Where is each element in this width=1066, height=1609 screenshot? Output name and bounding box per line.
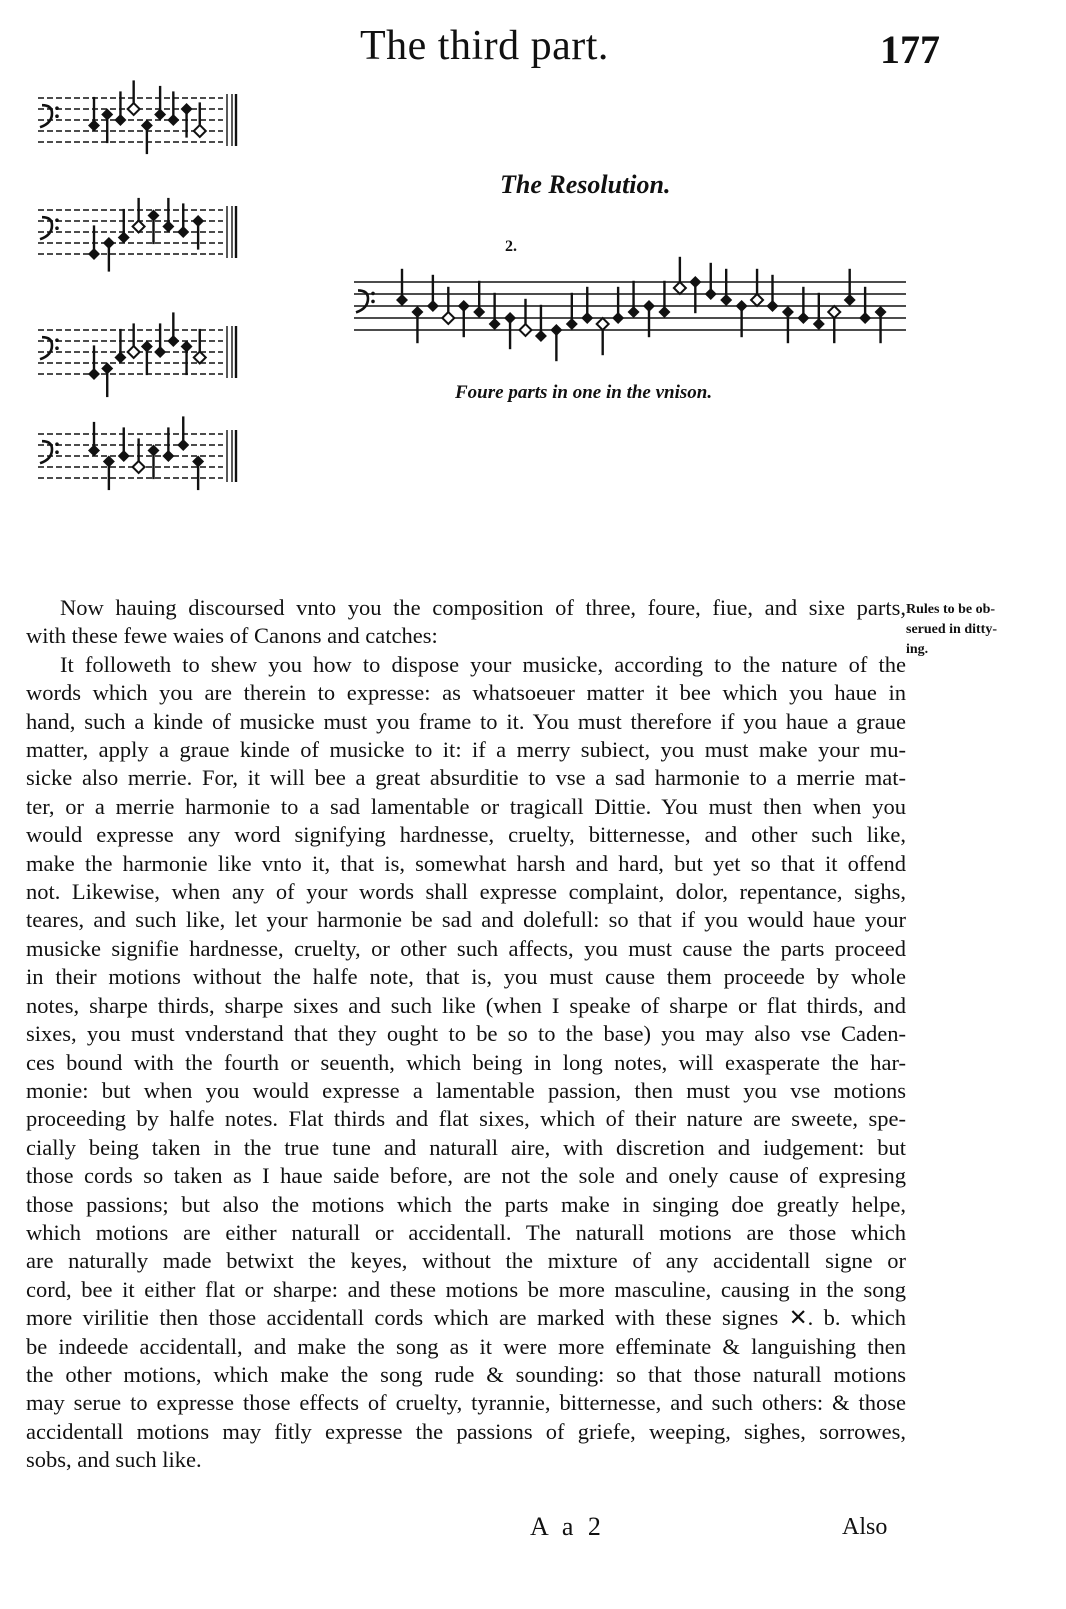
text-line: cially being taken in the true tune and naturall aire, with discretion and iudgement: but bbox=[26, 1134, 906, 1160]
text-line: those passions; but also the motions which the parts make in singing doe greatly helpe, bbox=[26, 1191, 906, 1217]
note-head bbox=[581, 312, 593, 324]
text-line: monie: but when you would expresse a lamentable passion, then must you vse motions bbox=[26, 1077, 906, 1103]
note-head bbox=[181, 103, 193, 115]
note-head bbox=[141, 341, 153, 353]
text-line: proceeding by halfe notes. Flat thirds and flat sixes, which of their nature are sweete, spe- bbox=[26, 1106, 906, 1132]
clef-dot bbox=[55, 218, 59, 222]
note-head bbox=[535, 330, 547, 342]
note-head bbox=[720, 294, 732, 306]
clef-dot bbox=[371, 292, 375, 296]
note-head bbox=[148, 210, 160, 222]
note-head bbox=[114, 352, 126, 364]
note-head bbox=[118, 450, 130, 462]
note-head bbox=[473, 306, 485, 318]
note-head bbox=[103, 456, 115, 468]
note-head bbox=[101, 363, 113, 375]
note-head bbox=[133, 221, 145, 233]
note-head bbox=[192, 215, 204, 227]
music-caption: Foure parts in one in the vnison. bbox=[455, 382, 713, 403]
note-head bbox=[782, 306, 794, 318]
note-head bbox=[162, 221, 174, 233]
note-head bbox=[566, 318, 578, 330]
note-head bbox=[167, 335, 179, 347]
note-head bbox=[154, 346, 166, 358]
clef-dot bbox=[55, 106, 59, 110]
note-head bbox=[88, 248, 100, 260]
text-line: are naturally made betwixt the keyes, without the mixture of any accidentall signe or bbox=[26, 1248, 906, 1274]
text-line: ter, or a merrie harmonie to a sad lamentable or tragicall Dittie. You must then when you bbox=[26, 793, 906, 819]
text-line: make the harmonie like vnto it, that is, somewhat harsh and hard, but yet so that it offend bbox=[26, 850, 906, 876]
catchword: Also bbox=[842, 1514, 888, 1540]
resolution-staff bbox=[350, 252, 910, 364]
clef-dot bbox=[371, 300, 375, 304]
margin-note-line: ing. bbox=[906, 642, 929, 657]
note-head bbox=[114, 114, 126, 126]
canon-staff-2 bbox=[34, 188, 239, 278]
margin-note-line: Rules to be ob- bbox=[906, 602, 996, 617]
text-line: words which you are therein to expresse: as whatsoeuer matter it bee which you haue in bbox=[26, 680, 906, 706]
note-head bbox=[154, 109, 166, 121]
text-line: teares, and such like, let your harmonie be sad and dolefull: so that if you would haue your bbox=[26, 907, 906, 933]
note-head bbox=[128, 346, 140, 358]
text-line: notes, sharpe thirds, sharpe sixes and such like (when I speake of sharpe or flat thirds, and bbox=[26, 992, 906, 1018]
clef-dot bbox=[55, 114, 59, 118]
text-line: sobs, and such like. bbox=[26, 1447, 202, 1473]
note-head bbox=[875, 306, 887, 318]
text-line: matter, apply a graue kinde of musicke to it: if a merry subiect, you must make your mu- bbox=[26, 737, 906, 763]
text-line: be indeede accidentall, and make the song as it were more effeminate & languishing then bbox=[26, 1333, 906, 1359]
text-line: musicke signifie hardnesse, cruelty, or other such affects, you must cause the parts proceed bbox=[26, 935, 906, 961]
note-head bbox=[643, 300, 655, 312]
note-head bbox=[118, 232, 130, 244]
clef-dot bbox=[55, 450, 59, 454]
note-head bbox=[103, 237, 115, 249]
note-head bbox=[141, 120, 153, 132]
note-head bbox=[177, 226, 189, 238]
text-line: with these fewe waies of Canons and catches: bbox=[26, 623, 438, 649]
resolution-title: The Resolution. bbox=[500, 170, 671, 199]
note-head bbox=[458, 300, 470, 312]
text-line: would expresse any word signifying hardnesse, cruelty, bitternesse, and other such like, bbox=[26, 822, 906, 848]
text-line: ces bound with the fourth or seuenth, which being in long notes, will exasperate the har- bbox=[26, 1049, 906, 1075]
note-head bbox=[813, 318, 825, 330]
note-head bbox=[194, 125, 206, 137]
note-head bbox=[489, 318, 501, 330]
note-head bbox=[859, 312, 871, 324]
resolution-prefix: 2. bbox=[505, 238, 517, 255]
note-head bbox=[148, 445, 160, 457]
running-title: The third part. bbox=[360, 23, 609, 69]
page-number: 177 bbox=[880, 27, 940, 72]
note-head bbox=[504, 312, 516, 324]
canon-staff-1 bbox=[34, 86, 239, 164]
canon-staff-3 bbox=[34, 312, 239, 402]
note-head bbox=[597, 318, 609, 330]
text-line: may serue to expresse those effects of cruelty, tyrannie, bitternesse, and such others: & those bbox=[26, 1390, 906, 1416]
note-head bbox=[797, 312, 809, 324]
text-line: which motions are either naturall or accidentall. The naturall motions are those which bbox=[26, 1219, 906, 1245]
note-head bbox=[411, 306, 423, 318]
text-line: hand, such a kinde of musicke must you frame to it. You must therefore if you haue a graue bbox=[26, 708, 906, 734]
note-head bbox=[767, 300, 779, 312]
note-head bbox=[751, 294, 763, 306]
note-head bbox=[181, 341, 193, 353]
note-head bbox=[128, 103, 140, 115]
note-head bbox=[612, 312, 624, 324]
note-head bbox=[658, 306, 670, 318]
note-head bbox=[396, 294, 408, 306]
note-head bbox=[828, 306, 840, 318]
text-line: not. Likewise, when any of your words shall expresse complaint, dolor, repentance, sighs, bbox=[26, 879, 906, 905]
text-line: cord, bee it either flat or sharpe: and these motions be more masculine, causing in the song bbox=[26, 1276, 906, 1302]
note-head bbox=[194, 352, 206, 364]
note-head bbox=[550, 324, 562, 336]
note-head bbox=[689, 276, 701, 288]
note-head bbox=[674, 282, 686, 294]
note-head bbox=[88, 120, 100, 132]
note-head bbox=[177, 439, 189, 451]
note-head bbox=[442, 312, 454, 324]
note-head bbox=[427, 300, 439, 312]
note-head bbox=[167, 114, 179, 126]
clef-dot bbox=[55, 226, 59, 230]
note-head bbox=[844, 294, 856, 306]
text-line: the other motions, which make the song rude & sounding: so that those naturall motions bbox=[26, 1361, 906, 1387]
text-line: It followeth to shew you how to dispose your musicke, according to the nature of the bbox=[60, 651, 906, 677]
note-head bbox=[192, 456, 204, 468]
text-line: more virilitie then those accidentall cords which are marked with these signes ✕. b. which bbox=[26, 1305, 906, 1331]
signature-mark: A a 2 bbox=[530, 1512, 605, 1541]
note-head bbox=[705, 288, 717, 300]
note-head bbox=[736, 300, 748, 312]
canon-staff-4 bbox=[34, 424, 239, 494]
clef-dot bbox=[55, 346, 59, 350]
text-line: accidentall motions may fitly expresse the passions of griefe, weeping, sighes, sorrowes, bbox=[26, 1418, 906, 1444]
clef-dot bbox=[55, 338, 59, 342]
note-head bbox=[628, 306, 640, 318]
text-line: in their motions without the halfe note, that is, you must cause them proceede by whole bbox=[26, 964, 906, 990]
margin-note-line: serued in ditty- bbox=[906, 622, 997, 637]
note-head bbox=[88, 445, 100, 457]
note-head bbox=[520, 324, 532, 336]
text-line: those cords so taken as I haue saide before, are not the sole and onely cause of expresing bbox=[26, 1163, 906, 1189]
text-line: Now hauing discoursed vnto you the composition of three, foure, fiue, and sixe parts, bbox=[60, 595, 906, 620]
note-head bbox=[133, 461, 145, 473]
text-line: sixes, you must vnderstand that they ought to be so to the base) you may also vse Caden- bbox=[26, 1021, 906, 1047]
note-head bbox=[162, 450, 174, 462]
margin-note bbox=[906, 600, 1056, 660]
text-line: sicke also merrie. For, it will bee a great absurditie to vse a sad harmonie to a merrie mat- bbox=[26, 765, 906, 791]
note-head bbox=[88, 368, 100, 380]
note-head bbox=[101, 109, 113, 121]
body-text bbox=[26, 594, 906, 1475]
clef-dot bbox=[55, 442, 59, 446]
